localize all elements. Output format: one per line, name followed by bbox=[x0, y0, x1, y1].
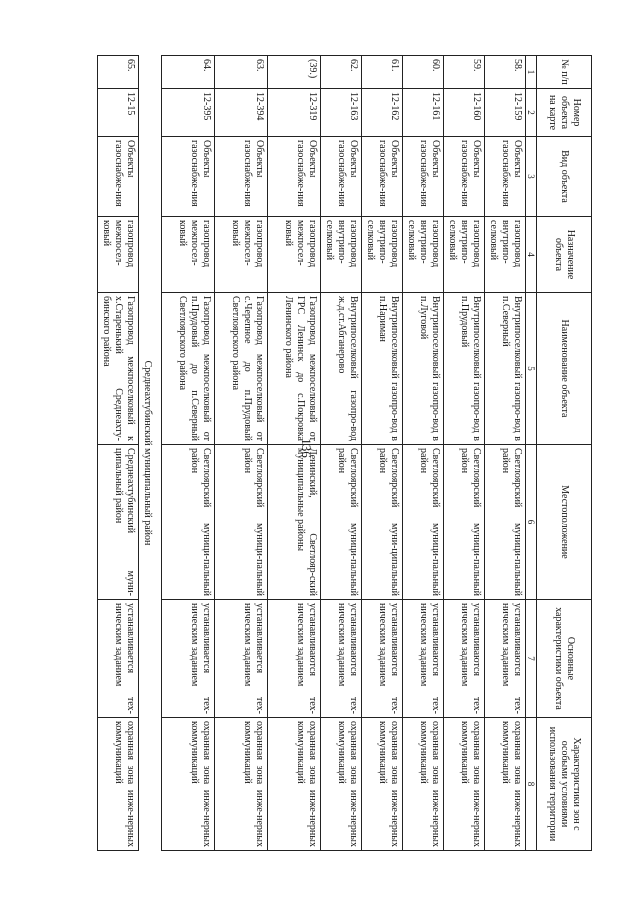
zone-characteristics: охранная зона инже-нерных коммуникаций bbox=[268, 718, 321, 851]
map-number: 12-159 bbox=[485, 89, 526, 137]
column-number: 7 bbox=[526, 600, 537, 718]
zone-characteristics: охранная зона инже-нерных коммуникаций bbox=[485, 718, 526, 851]
table-row bbox=[162, 56, 215, 851]
row-number: 65. bbox=[98, 56, 139, 89]
object-location: Светлоярский муници-пальный район bbox=[321, 445, 362, 600]
object-purpose: газопровод межпосел-ковый bbox=[162, 217, 215, 293]
column-number: 5 bbox=[526, 293, 537, 445]
object-kind: Объекты газоснабже-ния bbox=[321, 137, 362, 217]
map-number: 12-161 bbox=[403, 89, 444, 137]
object-characteristics: устанавливается тех-ническим заданием bbox=[98, 600, 139, 718]
table-row bbox=[485, 56, 526, 851]
object-characteristics: устанавливаются тех-ническим заданием bbox=[362, 600, 403, 718]
map-number: 12-319 bbox=[268, 89, 321, 137]
object-kind: Объекты газоснабже-ния bbox=[215, 137, 268, 217]
object-kind: Объекты газоснабже-ния bbox=[444, 137, 485, 217]
header-cell: Вид объекта bbox=[537, 137, 592, 217]
map-number: 12-162 bbox=[362, 89, 403, 137]
object-location: Светлоярский муници-пальный район bbox=[403, 445, 444, 600]
zone-characteristics: охранная зона инже-нерных коммуникаций bbox=[98, 718, 139, 851]
object-purpose: газопровод межпосел-ковый bbox=[215, 217, 268, 293]
column-number-row bbox=[526, 56, 537, 851]
header-cell: Номер объекта на карте bbox=[537, 89, 592, 137]
zone-characteristics: охранная зона инже-нерных коммуникаций bbox=[444, 718, 485, 851]
object-characteristics: устанавливаются тех-ническим заданием bbox=[444, 600, 485, 718]
table-row bbox=[444, 56, 485, 851]
object-name: Газопровод межпоселковый от п.Прудовый до п.Северный Светлоярского района bbox=[162, 293, 215, 445]
object-name: Внутрипоселковый газопро-вод в п.Нариман bbox=[362, 293, 403, 445]
object-name: Внутрипоселковый газопро-вод в п.Луговой bbox=[403, 293, 444, 445]
header-cell: Основные характеристики объекта bbox=[537, 600, 592, 718]
section-title: Среднеахтубинский муниципальный район bbox=[139, 56, 162, 851]
table-row bbox=[98, 56, 139, 851]
object-purpose: газопровод внутрипо-селковый bbox=[403, 217, 444, 293]
object-location: Светлоярский муници-пальный район bbox=[444, 445, 485, 600]
object-characteristics: устанавливаются тех-ническим заданием bbox=[403, 600, 444, 718]
map-number: 12-15 bbox=[98, 89, 139, 137]
row-number: (39.) bbox=[268, 56, 321, 89]
column-number: 2 bbox=[526, 89, 537, 137]
row-number: 64. bbox=[162, 56, 215, 89]
row-number: 60. bbox=[403, 56, 444, 89]
column-number: 3 bbox=[526, 137, 537, 217]
column-number: 8 bbox=[526, 718, 537, 851]
row-number: 63. bbox=[215, 56, 268, 89]
object-location: Светлоярский муници-пальный район bbox=[485, 445, 526, 600]
object-kind: Объекты газоснабже-ния bbox=[268, 137, 321, 217]
object-purpose: газопровод межпосел-ковый bbox=[98, 217, 139, 293]
table-row bbox=[321, 56, 362, 851]
object-purpose: газопровод внутрипо-селковый bbox=[362, 217, 403, 293]
object-name: Газопровод межпоселковый от ГРС Ленинск до с.Покровка Ленинского района bbox=[268, 293, 321, 445]
row-number: 59. bbox=[444, 56, 485, 89]
row-number: 61. bbox=[362, 56, 403, 89]
object-purpose: газопровод межпосел-ковый bbox=[268, 217, 321, 293]
object-kind: Объекты газоснабже-ния bbox=[162, 137, 215, 217]
object-purpose: газопровод внутрипо-селковый bbox=[321, 217, 362, 293]
column-number: 1 bbox=[526, 56, 537, 89]
header-cell: Местоположение bbox=[537, 445, 592, 600]
rotated-table-container bbox=[72, 55, 592, 850]
zone-characteristics: охранная зона инже-нерных коммуникаций bbox=[403, 718, 444, 851]
object-characteristics: устанавливаются тех-ническим заданием bbox=[268, 600, 321, 718]
objects-table bbox=[97, 55, 592, 851]
header-cell: Характеристики зон с особыми условиями использования территории bbox=[537, 718, 592, 851]
header-cell: Назначение объекта bbox=[537, 217, 592, 293]
object-location: Светлоярский муни-ципальный район bbox=[362, 445, 403, 600]
object-name: Внутрипоселковый газопро-вод в п.Прудовый bbox=[444, 293, 485, 445]
object-characteristics: устанавливается тех-ническим заданием bbox=[162, 600, 215, 718]
object-characteristics: устанавливаются тех-ническим заданием bbox=[321, 600, 362, 718]
object-kind: Объекты газоснабже-ния bbox=[403, 137, 444, 217]
page-number: 136 bbox=[299, 438, 314, 458]
zone-characteristics: охранная зона инже-нерных коммуникаций bbox=[321, 718, 362, 851]
table-row bbox=[215, 56, 268, 851]
object-location: Ленинский, Светлояр-ский муниципальные районы bbox=[268, 445, 321, 600]
object-location: Среднеахтубинский муни-ципальный район bbox=[98, 445, 139, 600]
table-row bbox=[362, 56, 403, 851]
object-name: Внутрипоселковый газопро-вод в п.Северный bbox=[485, 293, 526, 445]
object-name: Внутрипоселковый газопро-вод ж.д.ст.Абганерово bbox=[321, 293, 362, 445]
object-kind: Объекты газоснабже-ния bbox=[362, 137, 403, 217]
object-characteristics: устанавливается тех-ническим заданием bbox=[215, 600, 268, 718]
column-number: 6 bbox=[526, 445, 537, 600]
map-number: 12-394 bbox=[215, 89, 268, 137]
header-cell: № п/п bbox=[537, 56, 592, 89]
table-row bbox=[268, 56, 321, 851]
object-purpose: газопровод внутрипо-селковый bbox=[444, 217, 485, 293]
header-row bbox=[537, 56, 592, 851]
map-number: 12-395 bbox=[162, 89, 215, 137]
header-cell: Наименование объекта bbox=[537, 293, 592, 445]
object-name: Газопровод межпоселковый к х.Старенький Среднеахту-бинского района bbox=[98, 293, 139, 445]
map-number: 12-163 bbox=[321, 89, 362, 137]
row-number: 62. bbox=[321, 56, 362, 89]
column-number: 4 bbox=[526, 217, 537, 293]
object-name: Газопровод межпоселковый от с.Черепное до п.Прудовый Светлоярского района bbox=[215, 293, 268, 445]
row-number: 58. bbox=[485, 56, 526, 89]
object-location: Светлоярский муници-пальный район bbox=[215, 445, 268, 600]
object-kind: Объекты газоснабже-ния bbox=[98, 137, 139, 217]
zone-characteristics: охранная зона инже-нерных коммуникаций bbox=[162, 718, 215, 851]
zone-characteristics: охранная зона инже-нерных коммуникаций bbox=[362, 718, 403, 851]
object-location: Светлоярский муници-пальный район bbox=[162, 445, 215, 600]
map-number: 12-160 bbox=[444, 89, 485, 137]
table-row bbox=[403, 56, 444, 851]
section-row bbox=[139, 56, 162, 851]
object-kind: Объекты газоснабже-ния bbox=[485, 137, 526, 217]
object-purpose: газопровод внутрипо-селковый bbox=[485, 217, 526, 293]
object-characteristics: устанавливаются тех-ническим заданием bbox=[485, 600, 526, 718]
zone-characteristics: охранная зона инже-нерных коммуникаций bbox=[215, 718, 268, 851]
